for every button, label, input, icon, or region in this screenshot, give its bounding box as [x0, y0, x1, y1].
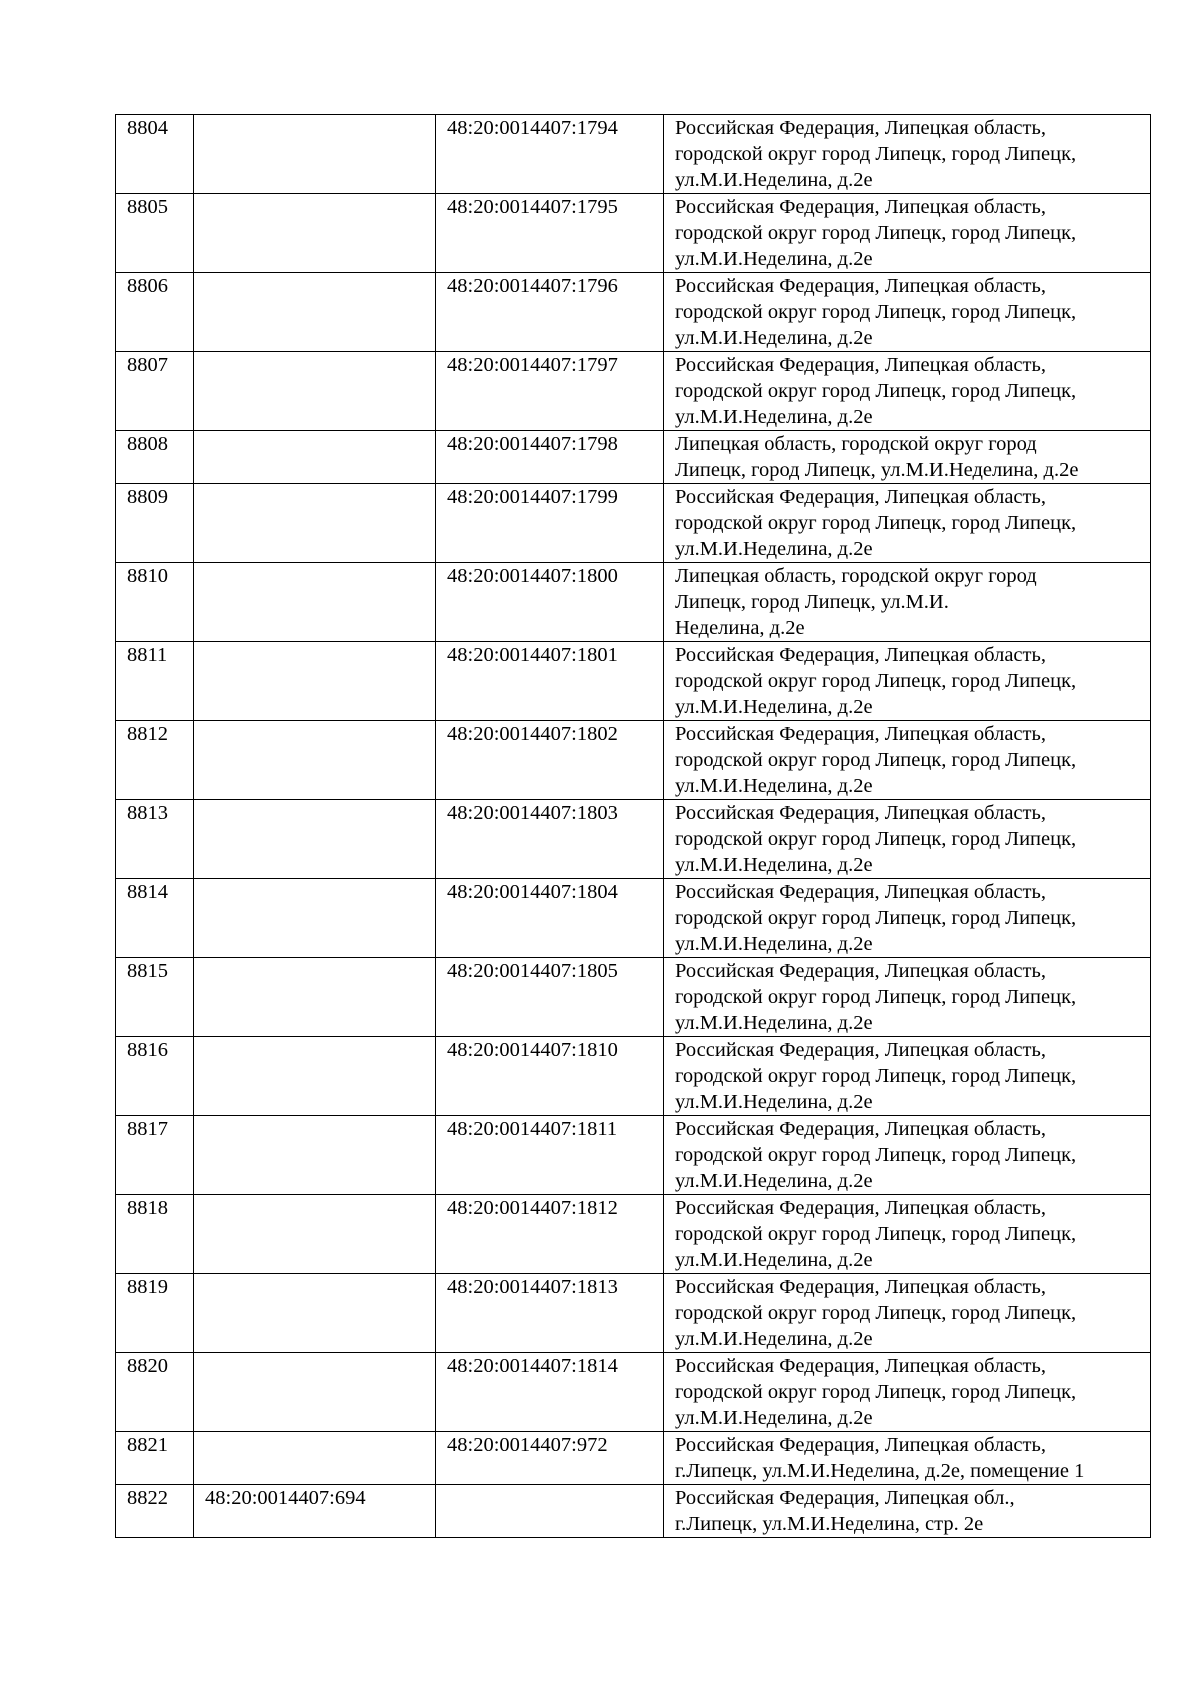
- row-number-cell: 8814: [116, 879, 194, 958]
- room-cadastral-cell: [436, 1485, 664, 1538]
- table-row: [116, 1037, 1151, 1116]
- address-cell: Российская Федерация, Липецкая область, городской округ город Липецк, город Липецк, ул.М.И.Неделина, д.2е: [664, 273, 1151, 352]
- room-cadastral-cell: 48:20:0014407:1805: [436, 958, 664, 1037]
- row-number-cell: 8806: [116, 273, 194, 352]
- property-registry-table: [115, 114, 1151, 1538]
- table-row: [116, 563, 1151, 642]
- table-row: [116, 1485, 1151, 1538]
- address-cell: Российская Федерация, Липецкая область, городской округ город Липецк, город Липецк, ул.М.И.Неделина, д.2е: [664, 1274, 1151, 1353]
- address-cell: Российская Федерация, Липецкая область, городской округ город Липецк, город Липецк, ул.М.И.Неделина, д.2е: [664, 1037, 1151, 1116]
- room-cadastral-cell: 48:20:0014407:1800: [436, 563, 664, 642]
- row-number-cell: 8807: [116, 352, 194, 431]
- row-number-cell: 8805: [116, 194, 194, 273]
- building-cadastral-cell: [194, 958, 436, 1037]
- building-cadastral-cell: [194, 800, 436, 879]
- building-cadastral-cell: [194, 484, 436, 563]
- address-cell: Российская Федерация, Липецкая область, городской округ город Липецк, город Липецк, ул.М.И.Неделина, д.2е: [664, 958, 1151, 1037]
- row-number-cell: 8822: [116, 1485, 194, 1538]
- building-cadastral-cell: [194, 115, 436, 194]
- table-row: [116, 958, 1151, 1037]
- address-cell: Российская Федерация, Липецкая область, городской округ город Липецк, город Липецк, ул.М.И.Неделина, д.2е: [664, 352, 1151, 431]
- address-cell: Российская Федерация, Липецкая область, городской округ город Липецк, город Липецк, ул.М.И.Неделина, д.2е: [664, 115, 1151, 194]
- address-cell: Российская Федерация, Липецкая область, городской округ город Липецк, город Липецк, ул.М.И.Неделина, д.2е: [664, 642, 1151, 721]
- room-cadastral-cell: 48:20:0014407:1811: [436, 1116, 664, 1195]
- row-number-cell: 8819: [116, 1274, 194, 1353]
- row-number-cell: 8812: [116, 721, 194, 800]
- room-cadastral-cell: 48:20:0014407:1810: [436, 1037, 664, 1116]
- room-cadastral-cell: 48:20:0014407:1803: [436, 800, 664, 879]
- address-cell: Российская Федерация, Липецкая область, городской округ город Липецк, город Липецк, ул.М.И.Неделина, д.2е: [664, 879, 1151, 958]
- building-cadastral-cell: [194, 1274, 436, 1353]
- building-cadastral-cell: [194, 1037, 436, 1116]
- address-cell: Российская Федерация, Липецкая обл., г.Липецк, ул.М.И.Неделина, стр. 2е: [664, 1485, 1151, 1538]
- row-number-cell: 8810: [116, 563, 194, 642]
- address-cell: Российская Федерация, Липецкая область, городской округ город Липецк, город Липецк, ул.М.И.Неделина, д.2е: [664, 800, 1151, 879]
- table-row: [116, 431, 1151, 484]
- building-cadastral-cell: [194, 194, 436, 273]
- room-cadastral-cell: 48:20:0014407:1794: [436, 115, 664, 194]
- table-row: [116, 721, 1151, 800]
- address-cell: Российская Федерация, Липецкая область, городской округ город Липецк, город Липецк, ул.М.И.Неделина, д.2е: [664, 484, 1151, 563]
- address-cell: Российская Федерация, Липецкая область, городской округ город Липецк, город Липецк, ул.М.И.Неделина, д.2е: [664, 1195, 1151, 1274]
- table-row: [116, 484, 1151, 563]
- address-cell: Липецкая область, городской округ город Липецк, город Липецк, ул.М.И. Неделина, д.2е: [664, 563, 1151, 642]
- address-cell: Российская Федерация, Липецкая область, городской округ город Липецк, город Липецк, ул.М.И.Неделина, д.2е: [664, 194, 1151, 273]
- room-cadastral-cell: 48:20:0014407:1799: [436, 484, 664, 563]
- row-number-cell: 8809: [116, 484, 194, 563]
- table-row: [116, 1432, 1151, 1485]
- building-cadastral-cell: [194, 1353, 436, 1432]
- table-body: [116, 115, 1151, 1538]
- room-cadastral-cell: 48:20:0014407:1813: [436, 1274, 664, 1353]
- table-row: [116, 800, 1151, 879]
- building-cadastral-cell: [194, 352, 436, 431]
- room-cadastral-cell: 48:20:0014407:1797: [436, 352, 664, 431]
- row-number-cell: 8815: [116, 958, 194, 1037]
- address-cell: Российская Федерация, Липецкая область, городской округ город Липецк, город Липецк, ул.М.И.Неделина, д.2е: [664, 1353, 1151, 1432]
- room-cadastral-cell: 48:20:0014407:972: [436, 1432, 664, 1485]
- table-row: [116, 1195, 1151, 1274]
- room-cadastral-cell: 48:20:0014407:1796: [436, 273, 664, 352]
- room-cadastral-cell: 48:20:0014407:1814: [436, 1353, 664, 1432]
- row-number-cell: 8804: [116, 115, 194, 194]
- room-cadastral-cell: 48:20:0014407:1812: [436, 1195, 664, 1274]
- room-cadastral-cell: 48:20:0014407:1804: [436, 879, 664, 958]
- row-number-cell: 8820: [116, 1353, 194, 1432]
- building-cadastral-cell: [194, 879, 436, 958]
- table-row: [116, 1274, 1151, 1353]
- room-cadastral-cell: 48:20:0014407:1802: [436, 721, 664, 800]
- building-cadastral-cell: [194, 1195, 436, 1274]
- building-cadastral-cell: 48:20:0014407:694: [194, 1485, 436, 1538]
- table-row: [116, 1116, 1151, 1195]
- room-cadastral-cell: 48:20:0014407:1798: [436, 431, 664, 484]
- address-cell: Российская Федерация, Липецкая область, городской округ город Липецк, город Липецк, ул.М.И.Неделина, д.2е: [664, 1116, 1151, 1195]
- row-number-cell: 8817: [116, 1116, 194, 1195]
- building-cadastral-cell: [194, 1432, 436, 1485]
- building-cadastral-cell: [194, 563, 436, 642]
- room-cadastral-cell: 48:20:0014407:1795: [436, 194, 664, 273]
- row-number-cell: 8816: [116, 1037, 194, 1116]
- table-row: [116, 194, 1151, 273]
- table-row: [116, 352, 1151, 431]
- address-cell: Российская Федерация, Липецкая область, г.Липецк, ул.М.И.Неделина, д.2е, помещение 1: [664, 1432, 1151, 1485]
- row-number-cell: 8821: [116, 1432, 194, 1485]
- address-cell: Липецкая область, городской округ город Липецк, город Липецк, ул.М.И.Неделина, д.2е: [664, 431, 1151, 484]
- building-cadastral-cell: [194, 1116, 436, 1195]
- building-cadastral-cell: [194, 721, 436, 800]
- table-row: [116, 115, 1151, 194]
- address-cell: Российская Федерация, Липецкая область, городской округ город Липецк, город Липецк, ул.М.И.Неделина, д.2е: [664, 721, 1151, 800]
- table-row: [116, 879, 1151, 958]
- building-cadastral-cell: [194, 431, 436, 484]
- row-number-cell: 8818: [116, 1195, 194, 1274]
- row-number-cell: 8813: [116, 800, 194, 879]
- building-cadastral-cell: [194, 642, 436, 721]
- table-row: [116, 1353, 1151, 1432]
- row-number-cell: 8808: [116, 431, 194, 484]
- building-cadastral-cell: [194, 273, 436, 352]
- table-row: [116, 273, 1151, 352]
- room-cadastral-cell: 48:20:0014407:1801: [436, 642, 664, 721]
- row-number-cell: 8811: [116, 642, 194, 721]
- table-row: [116, 642, 1151, 721]
